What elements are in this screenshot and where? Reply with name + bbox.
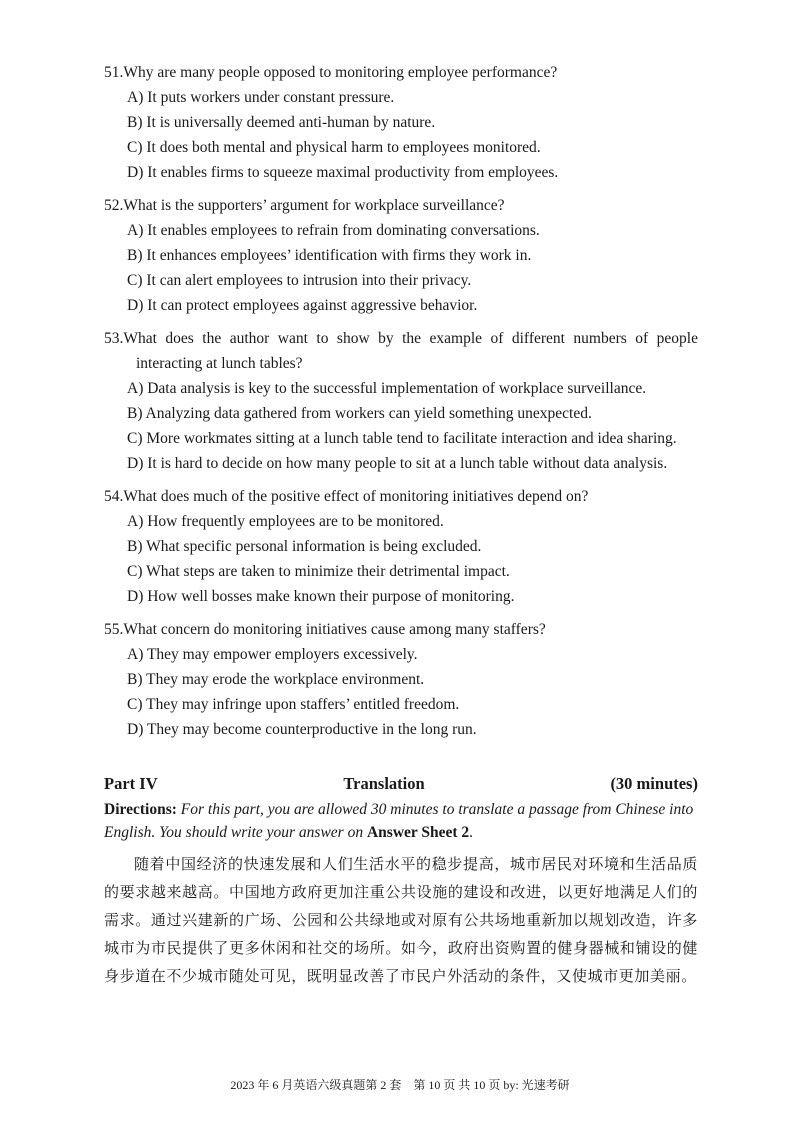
answer-option: C) More workmates sitting at a lunch table tend to facilitate interaction and idea sharing. — [127, 430, 677, 447]
directions-end: . — [469, 824, 474, 841]
directions — [104, 798, 698, 844]
question-list — [104, 60, 698, 742]
answer-option: C) What steps are taken to minimize their detrimental impact. — [127, 563, 510, 580]
question — [104, 326, 698, 476]
part-title: Translation — [343, 774, 425, 793]
answer-option: B) Analyzing data gathered from workers can yield something unexpected. — [127, 405, 592, 422]
answer-option: A) Data analysis is key to the successful implementation of workplace surveillance. — [127, 380, 647, 397]
question-stem: 52.What is the supporters’ argument for workplace surveillance? — [104, 197, 505, 214]
question-stem: 51.Why are many people opposed to monitoring employee performance? — [104, 64, 558, 81]
answer-sheet: Answer Sheet 2 — [366, 824, 470, 841]
answer-option: A) It enables employees to refrain from dominating conversations. — [127, 222, 540, 239]
question — [104, 193, 698, 318]
answer-option: A) It puts workers under constant pressure. — [127, 89, 395, 106]
answer-option: D) How well bosses make known their purpose of monitoring. — [127, 588, 515, 605]
question — [104, 484, 698, 609]
question-stem: 53.What does the author want to show by the example of different numbers of people interacting at lunch tables? — [104, 330, 698, 372]
part-time: (30 minutes) — [610, 774, 698, 793]
answer-option: B) They may erode the workplace environment. — [127, 671, 425, 688]
part-header — [104, 772, 698, 796]
answer-option: C) They may infringe upon staffers’ entitled freedom. — [127, 696, 460, 713]
answer-option: B) It is universally deemed anti-human by nature. — [127, 114, 436, 131]
answer-option: D) They may become counterproductive in the long run. — [127, 721, 477, 738]
answer-option: D) It is hard to decide on how many people to sit at a lunch table without data analysis. — [127, 455, 668, 472]
page-content — [104, 60, 698, 990]
question-stem: 54.What does much of the positive effect of monitoring initiatives depend on? — [104, 488, 589, 505]
answer-option: B) It enhances employees’ identification with firms they work in. — [127, 247, 532, 264]
question-stem: 55.What concern do monitoring initiatives cause among many staffers? — [104, 621, 546, 638]
directions-text: For this part, you are allowed 30 minutes to translate a passage from Chinese into English. You should write your answer on — [104, 801, 694, 841]
answer-option: A) How frequently employees are to be monitored. — [127, 513, 444, 530]
answer-option: D) It enables firms to squeeze maximal productivity from employees. — [127, 164, 559, 181]
part-name: Part IV — [104, 774, 158, 793]
question — [104, 60, 698, 185]
answer-option: A) They may empower employers excessively. — [127, 646, 418, 663]
chinese-passage: 随着中国经济的快速发展和人们生活水平的稳步提高，城市居民对环境和生活品质的要求越来越高。中国地方政府更加注重公共设施的建设和改进，以更好地满足人们的需求。通过兴建新的广场、公园和公共绿地或对原有公共场地重新加以规划改造，许多城市为市民提供了更多休闲和社交的场所。如今，政府出资购置的健身器械和铺设的健身步道在不少城市随处可见，既明显改善了市民户外活动的条件，又使城市更加美丽。 — [104, 855, 698, 985]
question — [104, 617, 698, 742]
answer-option: C) It can alert employees to intrusion into their privacy. — [127, 272, 472, 289]
answer-option: B) What specific personal information is being excluded. — [127, 538, 482, 555]
directions-label: Directions: — [104, 801, 177, 818]
answer-option: D) It can protect employees against aggressive behavior. — [127, 297, 478, 314]
answer-option: C) It does both mental and physical harm to employees monitored. — [127, 139, 541, 156]
page-footer: 2023 年 6 月英语六级真题第 2 套 第 10 页 共 10 页 by: 光速考研 — [230, 1078, 570, 1092]
